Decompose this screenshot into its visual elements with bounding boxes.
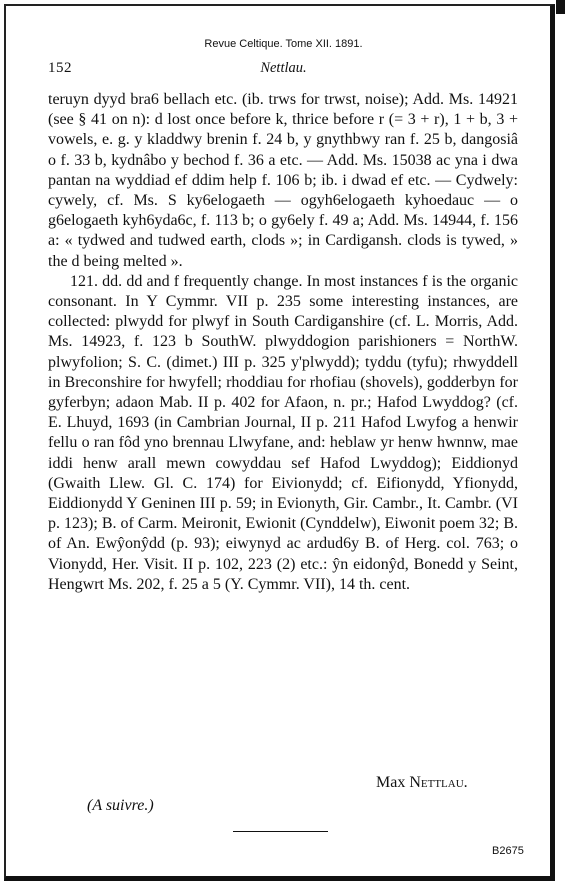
author-last-name: Nettlau. — [409, 774, 468, 791]
article-body — [48, 90, 518, 595]
author-first-name: Max — [376, 774, 406, 791]
paragraph-1: teruyn dyyd bra6 bellach etc. (ib. trws for trwst, noise); Add. Ms. 14921 (see § 41 on n): d lost once before k, thrice before r (= 3 + r), 1 + b, 3 + vowels, e. g. y kladdwy brenin f. 24 b, y gnythbwy ran f. 25 b, dangosiâ o f. 33 b, kydnâbo y bechod f. 36 a etc. — Add. Ms. 15038 ac yna i dwa pantan na wyddiad ef ddim help f. 106 b; ib. i dwad ef etc. — Cydwely: cywely, cf. Ms. S ky6elogaeth — ogyh6elogaeth kyhoedauc — o g6elogaeth kyh6yda6c, f. 113 b; o gy6ely f. 49 a; Add. Ms. 14944, f. 156 a: « tydwed and tudwed earth, clods »; in Cardigansh. clods is tywed, » the d being melted ». — [48, 91, 518, 270]
corner-mark — [556, 0, 565, 14]
paragraph-121: 121. dd. dd and f frequently change. In most instances f is the organic consonant. In Y Cymmr. VII p. 235 some interesting instances, are collected: plwydd for plwyf in South Cardiganshire (cf. L. Morris, Add. Ms. 14923, f. 123 b SouthW. plwyddogion parishioners = NorthW. plwyfolion; S. C. (dimet.) III p. 325 y'plwydd); tyddu (tyfu); rhwyddell in Breconshire for hwyfell; rhoddiau for rhofiau (shovels), godderbyn for gyferbyn; adaon Mab. II p. 402 for Afaon, n. pr.; Hafod Lwyddog? (cf. E. Lhuyd, 1693 (in Cambrian Journal, II p. 211 Hafod Lwyfog a henwir fellu o ran fôd yno brennau Llwyfane, and: heblaw yr henw hwnnw, mae iddi henw arall mewn cowyddau sef Hafod Lwyddog); Eiddionyd (Gwaith Llew. Gl. C. 174) for Eivionydd; cf. Eifionydd, Yfionydd, Eiddionydd Y Geninen III p. 59; in Evionyth, Gir. Cambr., It. Cambr. (VI p. 123); B. of Carm. Meironit, Ewionit (Cynddelw), Eiwonit poem 32; B. of An. Ewŷonŷdd (p. 93); eiwynyd ac ardud6y B. of Herg. col. 763; o Vionydd, Her. Visit. II p. 102, 223 (2) etc.: ŷn eidonŷd, Bonedd y Seint, Hengwrt Ms. 202, f. 25 a 5 (Y. Cymmr. VII), 14 th. cent. — [48, 272, 518, 593]
journal-header: Revue Celtique. Tome XII. 1891. — [204, 38, 363, 50]
running-head: Nettlau. — [260, 60, 307, 76]
end-rule — [233, 831, 328, 832]
author-signature — [376, 774, 468, 792]
page-number: 152 — [48, 60, 72, 76]
continued-note: (A suivre.) — [87, 797, 154, 814]
catalog-code: B2675 — [492, 845, 524, 857]
